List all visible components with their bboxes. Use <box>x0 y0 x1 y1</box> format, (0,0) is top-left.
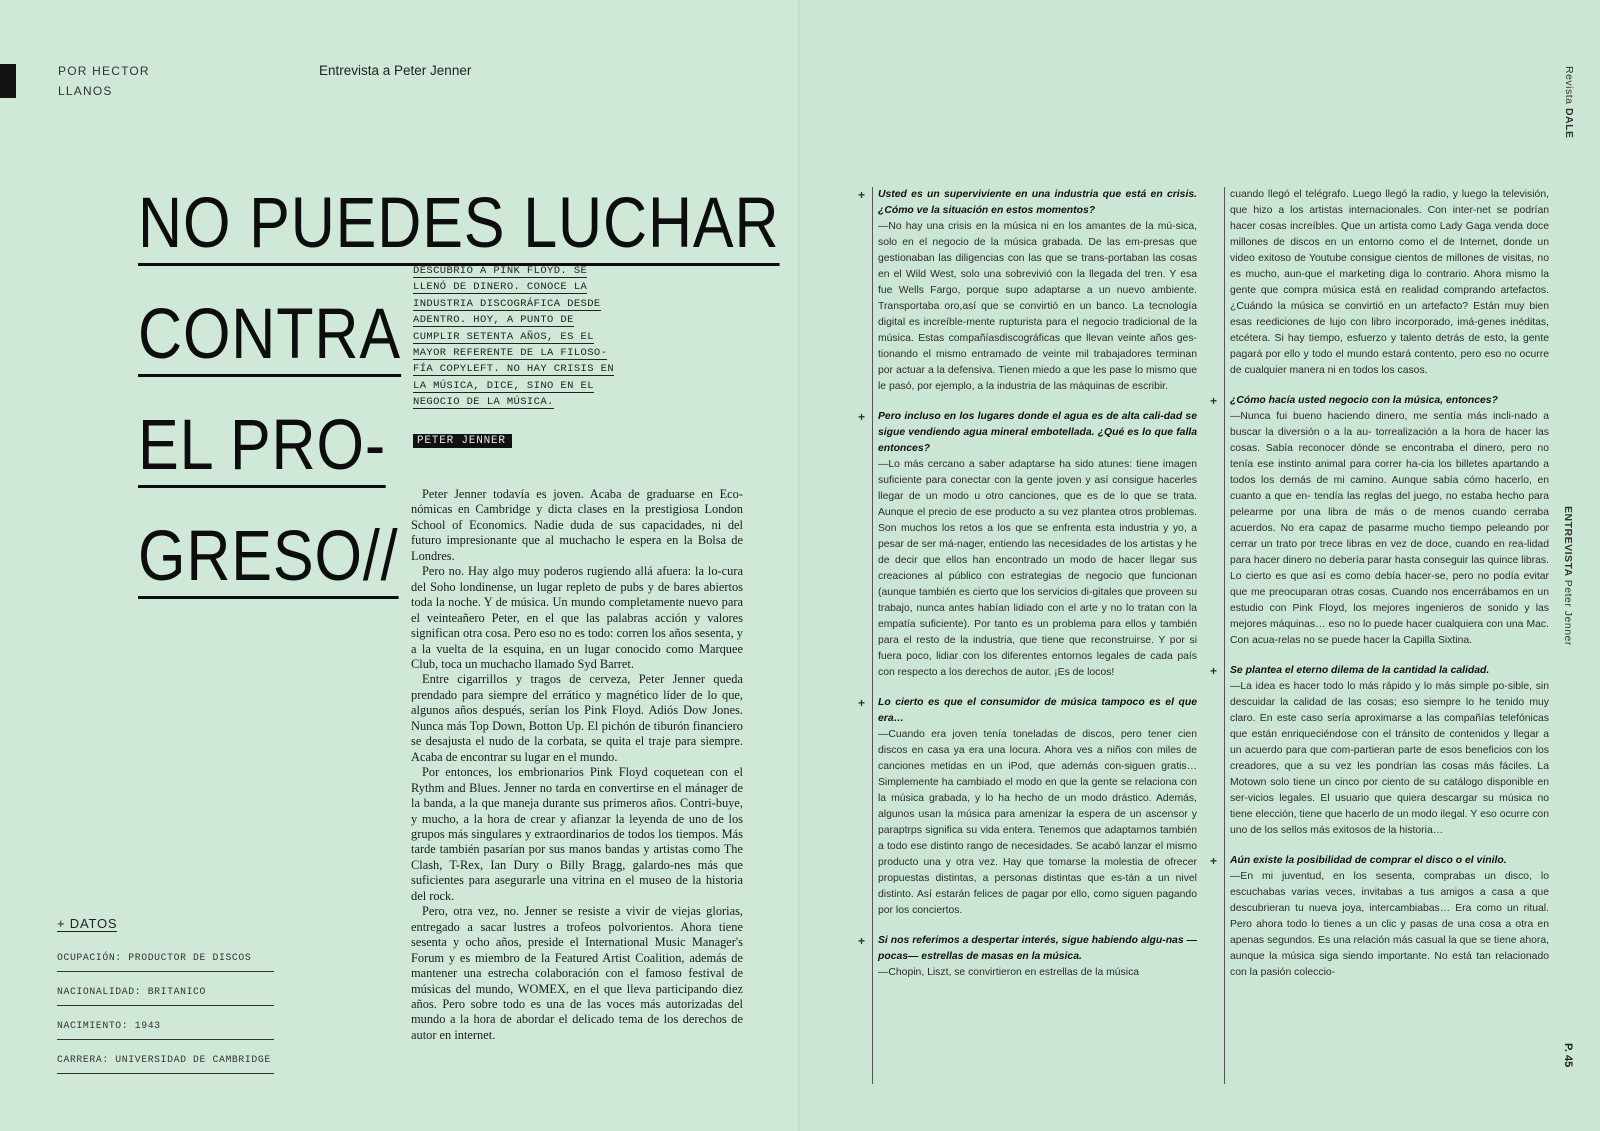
datos-row-occupation: OCUPACIÓN: PRODUCTOR DE DISCOS <box>57 946 274 972</box>
answer: —Chopin, Liszt, se convirtieron en estrellas de la música <box>878 967 1140 978</box>
datos-box <box>57 915 274 1074</box>
plus-icon: + <box>1210 394 1218 408</box>
interview-column-1 <box>858 187 1197 995</box>
running-title: Entrevista a Peter Jenner <box>319 63 472 78</box>
interview-column-2 <box>1210 187 1549 995</box>
answer: —En mi juventud, en los sesenta, comprabas un disco, lo escuchabas varias veces, invitabas a tus amigos a casa a que descubrieran tu nueva joya, intercambiabas… Era como un ritual. Pero ahora todo lo tienes a un clic y pasas de una cosa a otra en apenas segundos. Es una relación más casual la que se tiene ahora, aunque la música siga siendo importante. No está tan relacionado con la pasión coleccio- <box>1230 871 1549 978</box>
qa-block <box>1210 393 1549 649</box>
lead-paragraph: Pero, otra vez, no. Jenner se resiste a vivir de viejas glorias, entregado a sacar lustres a trofeos polvorientos. Ahora tiene sesenta y ocho años, preside el International Music Manager's Forum y es miembro de la Featured Artist Coalition, además de mantener una estrecha colaboración con el famoso festival de músicas del mundo, WOMEX, en el que lleva participando diez años. Pero sobre todo es una de las voces más autorizadas del mundo a la hora de abordar el delicado tema de los derechos de autor en internet. <box>411 904 743 1042</box>
section-label-vertical <box>1562 506 1574 646</box>
headline-line-3: EL PRO- <box>138 390 779 501</box>
plus-icon: + <box>1210 854 1218 868</box>
question: Pero incluso en los lugares donde el agua es de alta cali-dad se sigue vendiendo agua mineral embotellada. ¿Qué es lo que falla entonces? <box>878 411 1197 454</box>
qa-block-continued <box>1230 187 1549 379</box>
answer: cuando llegó el telégrafo. Luego llegó la radio, y luego la televisión, que hizo a los artistas internacionales. Con inter-net se podrían hacer cosas increíbles. Que un artista como Lady Gaga venda doce millones de discos en un entorno como el de Internet, donde un video exitoso de Youtube consigue cientos de millones de visitas, no es mucho, aun-que el marketing diga lo contrario. Ahora mismo la gente que compra música está en realidad comprando artefactos. ¿Cuándo la música se convirtió en un artefacto? Están muy bien esas reediciones de lujo con libro incorporado, imá-genes inéditas, etcétera. Si hay tiempo, esfuerzo y talento detrás de esto, la gente pagará por ello y todo el mundo estará contento, pero eso no ocurre de cualquier manera ni en todos los casos. <box>1230 189 1549 376</box>
datos-row-nationality: NACIONALIDAD: BRITANICO <box>57 980 274 1006</box>
lead-paragraph: Entre cigarrillos y tragos de cerveza, Peter Jenner queda prendado para siempre del errático y magnético líder de lo que, algunos años después, serían los Pink Floyd. Adiós Dow Jones. Nunca más Top Down, Botton Up. El pichón de tiburón financiero se desajusta el nudo de la corbata, se quita el traje para siempre. Acaba de encontrar su lugar en el mundo. <box>411 672 743 764</box>
answer: —Cuando era joven tenía toneladas de discos, pero tener cien discos en casa ya era una locura. Ahora ves a niños con miles de canciones metidas en un iPod, que además con-siguen gratis… Simplemente ha cambiado el modo en que la gente se relaciona con la música grabada, y lo ha hecho de un modo drástico. Además, algunos usan la música para amenizar la espera de un ascensor y paraptrps significa su vida entera. Tenemos que adaptarnos también a todo ese distinto rango de necesidades. Se acabó lanzar el mismo producto una y otra vez. Hay que tomarse la molestia de ofrecer propuestas distintas, a personas distintas que es-tán a un nivel distinto. Así estarán felices de pagar por ello, como siguen pagando por los conciertos. <box>878 729 1197 916</box>
qa-block <box>1210 663 1549 839</box>
answer: —Nunca fui bueno haciendo dinero, me sentía más incli-nado a buscar la diversión o a la au- torrealización a la hora de hacer las cosas. Sabía reconocer dónde se encontraba el dinero, pero no tenía ese instinto animal para correr ha-cia los billetes apartando a todos los demás de mi camino. Aunque sabía cómo hacerlo, en cuanto a que en- tendía las reglas del juego, no estaba hecho para pelearme por una libra de más o de menos cuando cerraba acuerdos. No era capaz de pasarme mucho tiempo peleando por cerrar un trato por trece libras en vez de doce, cuando en rea-lidad para hacer dinero no debería parar hasta conseguir las quince libras. Lo cierto es que así es como debía hacer-se, pero no podía evitar que me preocuparan otras cosas. Cuando nos encerrábamos en un estudio con Pink Floyd, los mejores ingenieros de sonido y las mejores máquinas… eso no lo puede hacer cualquiera con una Mac. Con acua-relas no se puede hacer la Capilla Sixtina. <box>1230 411 1549 646</box>
headline-line-4: GRESO// <box>138 501 779 612</box>
page-number: P. 45 <box>1562 1043 1574 1068</box>
section-name: ENTREVISTA <box>1562 506 1574 580</box>
magazine-brand: DALE <box>1563 107 1575 139</box>
datos-row-career: CARRERA: UNIVERSIDAD DE CAMBRIDGE <box>57 1048 274 1074</box>
interviewee-name-tag: PETER JENNER <box>413 434 512 448</box>
qa-block <box>858 187 1197 395</box>
plus-icon: + <box>858 410 866 424</box>
lead-paragraph: Por entonces, los embrionarios Pink Floyd coquetean con el Rythm and Blues. Jenner no tarda en convertirse en el mánager de la banda, a la que maneja durante sus primeros años. Contri-buye, y mucho, a la hora de crear y afianzar la leyenda de uno de los grupos más singulares y extraordinarios de todos los tiempos. Más tarde también pasarían por sus manos bandas y artistas como The Clash, T-Rex, Ian Dury o Billy Bragg, galardo-nes más que suficientes para asegurarle una vitrina en el museo de la historia del rock. <box>411 765 743 903</box>
answer: —Lo más cercano a saber adaptarse ha sido atunes: tiene imagen suficiente para conectar con la gente joven y así consigue hacerles llegar de un modo u otro canciones, que es de lo que se trata. Aunque el precio de ese producto a su vez plantea otros problemas. Son muchos los retos a los que se enfrenta esta industria y yo, a pesar de ser má-nager, entiendo las necesidades de los artistas y he de decir que ellos han encontrado un modo de hacer llegar sus creaciones al público con estrategias de negocio que funcionan (aunque también es cierto que los servicios di-gitales que proveen su trabajo, nunca antes habían lidiado con el arte y no lo tratan con la empatía suficiente). Por tanto es un problema para ellos y también para el resto de la industria, que tiene que reconstruirse. Y por si fuera poco, lidiar con los diferentes entornos legales de cada país con respecto a los derechos de autor. ¡Es de locos! <box>878 459 1197 678</box>
qa-block <box>858 409 1197 681</box>
question: ¿Cómo hacía usted negocio con la música, entonces? <box>1230 395 1498 406</box>
plus-icon: + <box>858 934 866 948</box>
section-tab-marker <box>0 64 16 98</box>
answer: —La idea es hacer todo lo más rápido y lo más simple po-sible, sin descuidar la calidad de las cosas; eso siempre lo he tenido muy claro. En este caso sería aproximarse a las compañías telefónicas que están enriqueciéndose con el tránsito de contenidos y llegar a un acuerdo para que com-partieran parte de esos beneficios con los creadores, que a su vez les pondrían las cosas más fáciles. La Motown solo tiene un cinco por ciento de su catálogo disponible en ser-vicios legales. El usuario que quiera descargar su música no tiene elección, tiene que hacerlo de un modo ilegal. Y eso ocurre con uno de los sellos más exitosos de la historia… <box>1230 681 1549 836</box>
qa-block <box>858 695 1197 919</box>
column-rule <box>872 187 873 1084</box>
question: Lo cierto es que el consumidor de música tampoco es el que era… <box>878 697 1197 724</box>
headline-line-2: CONTRA <box>138 279 779 390</box>
question: Se plantea el eterno dilema de la cantidad la calidad. <box>1230 665 1490 676</box>
datos-title: + DATOS <box>57 916 118 931</box>
column-rule <box>1224 187 1225 1084</box>
lead-paragraph: Peter Jenner todavía es joven. Acaba de graduarse en Eco-nómicas en Cambridge y dicta clases en la prestigiosa London School of Economics. Nadie duda de sus capacidades, ni del futuro impresionante que al muchacho le espera en la Bolsa de Londres. <box>411 487 743 563</box>
lead-body-text <box>411 487 743 1043</box>
question: Aún existe la posibilidad de comprar el disco o el vinilo. <box>1230 855 1507 866</box>
deck-summary: DESCUBRIÓ A PINK FLOYD. SE LLENÓ DE DINERO. CONOCE LA INDUSTRIA DISCOGRÁFICA DESDE ADENTRO. HOY, A PUNTO DE CUMPLIR SETENTA AÑOS, ES EL MAYOR REFERENTE DE LA FILOSO-FÍA COPYLEFT. NO HAY CRISIS EN LA MÚSICA, DICE, SINO EN EL NEGOCIO DE LA MÚSICA. <box>413 265 615 409</box>
question: Usted es un superviviente en una industria que está en crisis. ¿Cómo ve la situación en estos momentos? <box>878 189 1197 216</box>
lead-paragraph: Pero no. Hay algo muy poderos rugiendo allá afuera: la lo-cura del Soho londinense, un lugar repleto de pubs y de bares abiertos toda la noche. Y de música. Un mundo completamente nuevo para el veinteañero Peter, en el que las palabras acción y valores significan otra cosa. Pero eso no es todo: corren los años sesenta, y a la vuelta de la esquina, en un lugar conocido como Marquee Club, toca un muchacho llamado Syd Barret. <box>411 564 743 671</box>
answer: —No hay una crisis en la música ni en los amantes de la mú-sica, solo en el negocio de la música grabada. De las em-presas que gestionaban las diligencias con las que se trans-portaban las cosas en el Wild West, solo una sobrevivió con la llegada del tren. Y esa fue Wells Fargo, porque supo adaptarse a un nuevo ambiente. Transportaba oro,así que se convirtió en un banco. La tecnología digital es increíble-mente rupturista para el negocio tradicional de la música. Estas compañíasdiscográficas que llevan veinte años ges-tionando el mismo entramado de veinte mil trabajadores terminan por actuar a la defensiva. Tienen miedo a que les pase lo mismo que le pasó, por ejemplo, a la industria de las máquinas de escribir. <box>878 221 1197 392</box>
question: Si nos referimos a despertar interés, sigue habiendo algu-nas —pocas— estrellas de masas en la música. <box>878 935 1197 962</box>
section-subject: Peter Jenner <box>1562 579 1574 646</box>
plus-icon: + <box>858 188 866 202</box>
byline: POR HECTOR LLANOS <box>58 64 150 98</box>
headline-line-1: NO PUEDES LUCHAR <box>138 168 779 279</box>
qa-block <box>858 933 1197 981</box>
plus-icon: + <box>858 696 866 710</box>
plus-icon: + <box>1210 664 1218 678</box>
magazine-name-vertical <box>1563 66 1575 139</box>
qa-block <box>1210 853 1549 981</box>
magazine-label: Revista <box>1563 66 1575 108</box>
datos-row-birth: NACIMIENTO: 1943 <box>57 1014 274 1040</box>
